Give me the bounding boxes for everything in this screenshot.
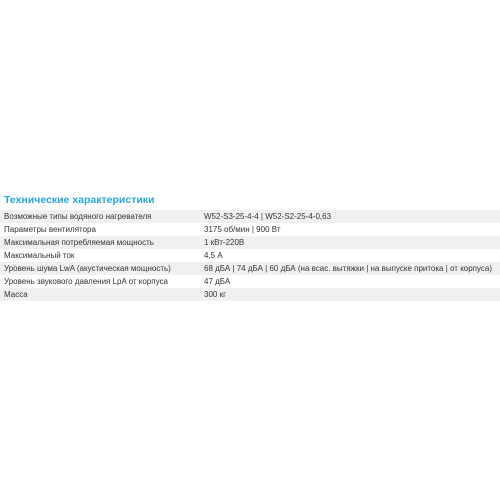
spec-row-max-current (0, 249, 500, 262)
spec-row-heater-types (0, 210, 500, 223)
spec-row-mass (0, 288, 500, 301)
specs-table (0, 210, 500, 301)
spec-label: Максимальная потребляемая мощность (4, 238, 154, 247)
spec-row-sound-pressure-lpa (0, 275, 500, 288)
spec-value: 68 дБА | 74 дБА | 60 дБА (на всас. вытяжки | на выпуске притока | от корпуса) (204, 264, 493, 273)
section-title: Технические характеристики (4, 194, 155, 206)
spec-value: 300 кг (204, 290, 226, 299)
spec-value: 3175 об/мин | 900 Вт (204, 225, 281, 234)
spec-row-noise-lwa (0, 262, 500, 275)
spec-label: Максимальный ток (4, 251, 75, 260)
spec-row-fan-parameters (0, 223, 500, 236)
spec-label: Возможные типы водяного нагревателя (4, 212, 152, 221)
spec-value: 47 дБА (204, 277, 231, 286)
spec-value: W52-S3-25-4-4 | W52-S2-25-4-0,63 (204, 212, 332, 221)
spec-row-max-power (0, 236, 500, 249)
spec-label: Уровень звукового давления LpA от корпуса (4, 277, 168, 286)
spec-label: Параметры вентилятора (4, 225, 96, 234)
spec-label: Масса (4, 290, 28, 299)
spec-label: Уровень шума LwA (акустическая мощность) (4, 264, 171, 273)
spec-value: 4,5 А (204, 251, 223, 260)
spec-value: 1 кВт-220В (204, 238, 245, 247)
